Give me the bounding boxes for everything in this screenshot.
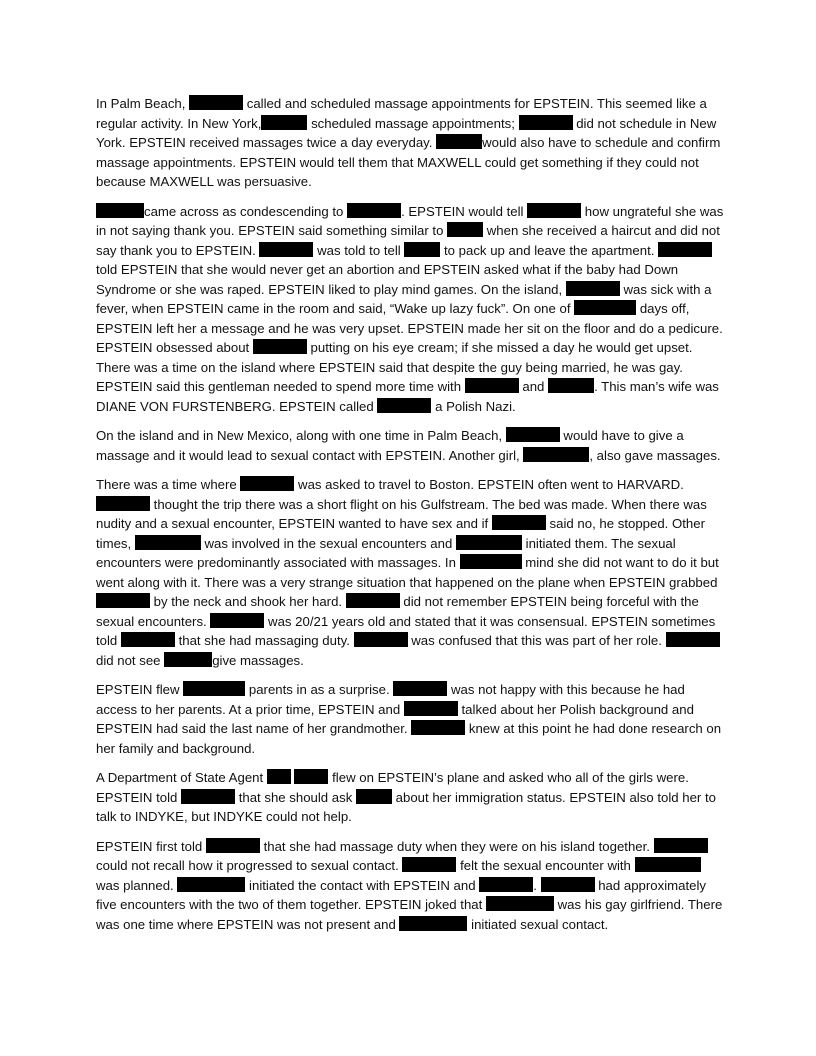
text-run: was told to tell [313, 242, 405, 258]
redaction-block [183, 681, 245, 696]
text-run: initiated them. The sexual encounters were predominantly associated with massages. In [96, 535, 676, 570]
paragraph [96, 680, 726, 758]
text-run: was confused that this was part of her role. [407, 633, 666, 648]
text-run: . EPSTEIN would tell [401, 203, 528, 219]
redaction-block [654, 838, 708, 853]
redaction-block [411, 720, 465, 735]
redaction-block [356, 789, 392, 804]
paragraph [96, 475, 726, 670]
redaction-block [294, 769, 328, 784]
text-run: days off, EPSTEIN left her a message and he was very upset. EPSTEIN made her sit on the floor and do a pedicure. EPSTEIN obsessed about [96, 301, 723, 355]
document-page [96, 94, 726, 944]
redaction-block [240, 476, 294, 491]
redaction-block [456, 535, 522, 550]
text-run: was 20/21 years old and stated that it was consensual. EPSTEIN sometimes told [96, 613, 716, 648]
paragraph [96, 202, 726, 417]
paragraph [96, 768, 726, 827]
text-run: could not recall how it progressed to sexual contact. [96, 858, 403, 873]
redaction-block [259, 242, 313, 257]
text-run: came across as condescending to [144, 203, 348, 219]
redaction-block [206, 838, 260, 853]
paragraph [96, 94, 726, 192]
text-run: would also have to schedule and confirm massage appointments. EPSTEIN would tell them that MAXWELL could get something if they could not because MAXWELL was persuasive. [96, 135, 721, 189]
redaction-block [181, 789, 235, 804]
redaction-block [492, 515, 546, 530]
text-run: On the island and in New Mexico, along with one time in Palm Beach, [96, 428, 506, 443]
text-run: that she had massaging duty. [174, 633, 354, 648]
text-run: told EPSTEIN that she would never get an abortion and EPSTEIN asked what if the baby had Down Syndrome or she was raped. EPSTEIN liked to play mind games. On the island, [96, 262, 679, 297]
redaction-block [465, 378, 519, 393]
redaction-block [404, 242, 440, 257]
text-run: did not schedule in New York. EPSTEIN received massages twice a day everyday. [96, 115, 717, 150]
text-run: would have to give a massage and it would lead to sexual contact with EPSTEIN. Another girl, [96, 428, 684, 463]
redaction-block [210, 613, 264, 628]
redaction-block [267, 769, 291, 784]
redaction-block [354, 632, 408, 647]
redaction-block [566, 281, 620, 296]
text-run: about her immigration status. EPSTEIN also told her to talk to INDYKE, but INDYKE could not help. [96, 789, 716, 824]
text-run: initiated sexual contact. [467, 916, 609, 932]
redaction-block [164, 652, 212, 667]
text-run: was not happy with this because he had access to her parents. At a prior time, EPSTEIN and [96, 682, 685, 717]
redaction-block [189, 95, 243, 110]
text-run: was asked to travel to Boston. EPSTEIN often went to HARVARD. [294, 477, 684, 492]
text-run: knew at this point he had done research on her family and background. [96, 721, 722, 756]
redaction-block [404, 701, 458, 716]
redaction-block [402, 857, 456, 872]
redaction-block [486, 896, 554, 911]
redaction-block [527, 203, 581, 218]
redaction-block [635, 857, 701, 872]
text-run: was involved in the sexual encounters and [200, 535, 456, 551]
redaction-block [96, 593, 150, 608]
text-run: talked about her Polish background and EPSTEIN had said the last name of her grandmother. [96, 701, 694, 736]
redaction-block [347, 203, 401, 218]
text-run: was sick with a fever, when EPSTEIN came in the room and said, “Wake up lazy fuck”. On one of [96, 281, 712, 316]
text-run: did not remember EPSTEIN being forceful with the sexual encounters. [96, 594, 699, 629]
paragraph [96, 426, 726, 465]
text-run: felt the sexual encounter with [456, 858, 635, 873]
text-run: and [518, 379, 549, 394]
text-run: called and scheduled massage appointments for EPSTEIN. This seemed like a regular activity. In New York, [96, 96, 707, 131]
text-run: how ungrateful she was in not saying thank you. EPSTEIN said something similar to [96, 203, 724, 238]
redaction-block [177, 877, 245, 892]
text-run: initiated the contact with EPSTEIN and [245, 877, 480, 893]
text-run: did not see [96, 652, 165, 668]
text-run: EPSTEIN first told [96, 838, 206, 854]
redaction-block [479, 877, 533, 892]
text-run: when she received a haircut and did not say thank you to EPSTEIN. [96, 223, 720, 258]
redaction-block [346, 593, 400, 608]
text-run: There was a time where [96, 477, 241, 492]
text-run: . [533, 877, 541, 893]
text-run: thought the trip there was a short flight on his Gulfstream. The bed was made. When there was nudity and a sexual encounter, EPSTEIN wanted to have sex and if [96, 496, 707, 531]
text-run: A Department of State Agent [96, 770, 267, 785]
redaction-block [96, 496, 150, 511]
redaction-block [519, 115, 573, 130]
text-run: parents in as a surprise. [245, 682, 394, 697]
text-run: by the neck and shook her hard. [150, 594, 346, 609]
redaction-block [261, 115, 307, 130]
redaction-block [658, 242, 712, 257]
text-run: had approximately five encounters with the two of them together. EPSTEIN joked that [96, 877, 706, 912]
redaction-block [399, 916, 467, 931]
redaction-block [121, 632, 175, 647]
text-run: was his gay girlfriend. There was one time where EPSTEIN was not present and [96, 897, 723, 932]
redaction-block [393, 681, 447, 696]
text-run: flew on EPSTEIN’s plane and asked who all of the girls were. EPSTEIN told [96, 770, 689, 805]
text-run: that she should ask [235, 789, 356, 805]
redaction-block [436, 134, 482, 149]
redaction-block [541, 877, 595, 892]
text-run: a Polish Nazi. [431, 398, 516, 414]
text-run: give massages. [212, 652, 304, 668]
redaction-block [96, 203, 144, 218]
redaction-block [447, 222, 483, 237]
text-run: mind she did not want to do it but went along with it. There was a very strange situation that happened on the plane when EPSTEIN grabbed [96, 555, 719, 590]
redaction-block [523, 447, 589, 462]
text-run: putting on his eye cream; if she missed a day he would get upset. There was a time on the island where EPSTEIN said that despite the guy being married, he was gay. EPSTEIN said this gentleman needed to spend more time with [96, 340, 693, 394]
text-run: EPSTEIN flew [96, 682, 184, 697]
text-run: said no, he stopped. Other times, [96, 516, 705, 551]
paragraph [96, 837, 726, 935]
redaction-block [253, 339, 307, 354]
redaction-block [460, 554, 522, 569]
redaction-block [135, 535, 201, 550]
redaction-block [548, 378, 594, 393]
text-run: was planned. [96, 877, 178, 893]
text-run: scheduled massage appointments; [307, 115, 519, 131]
text-run: , also gave massages. [589, 447, 721, 463]
text-run: to pack up and leave the apartment. [440, 242, 659, 258]
text-run: that she had massage duty when they were on his island together. [259, 838, 654, 854]
text-run: . This man’s wife was DIANE VON FURSTENBERG. EPSTEIN called [96, 379, 719, 414]
redaction-block [666, 632, 720, 647]
redaction-block [574, 300, 636, 315]
redaction-block [377, 398, 431, 413]
text-run: In Palm Beach, [96, 96, 190, 111]
redaction-block [506, 427, 560, 442]
